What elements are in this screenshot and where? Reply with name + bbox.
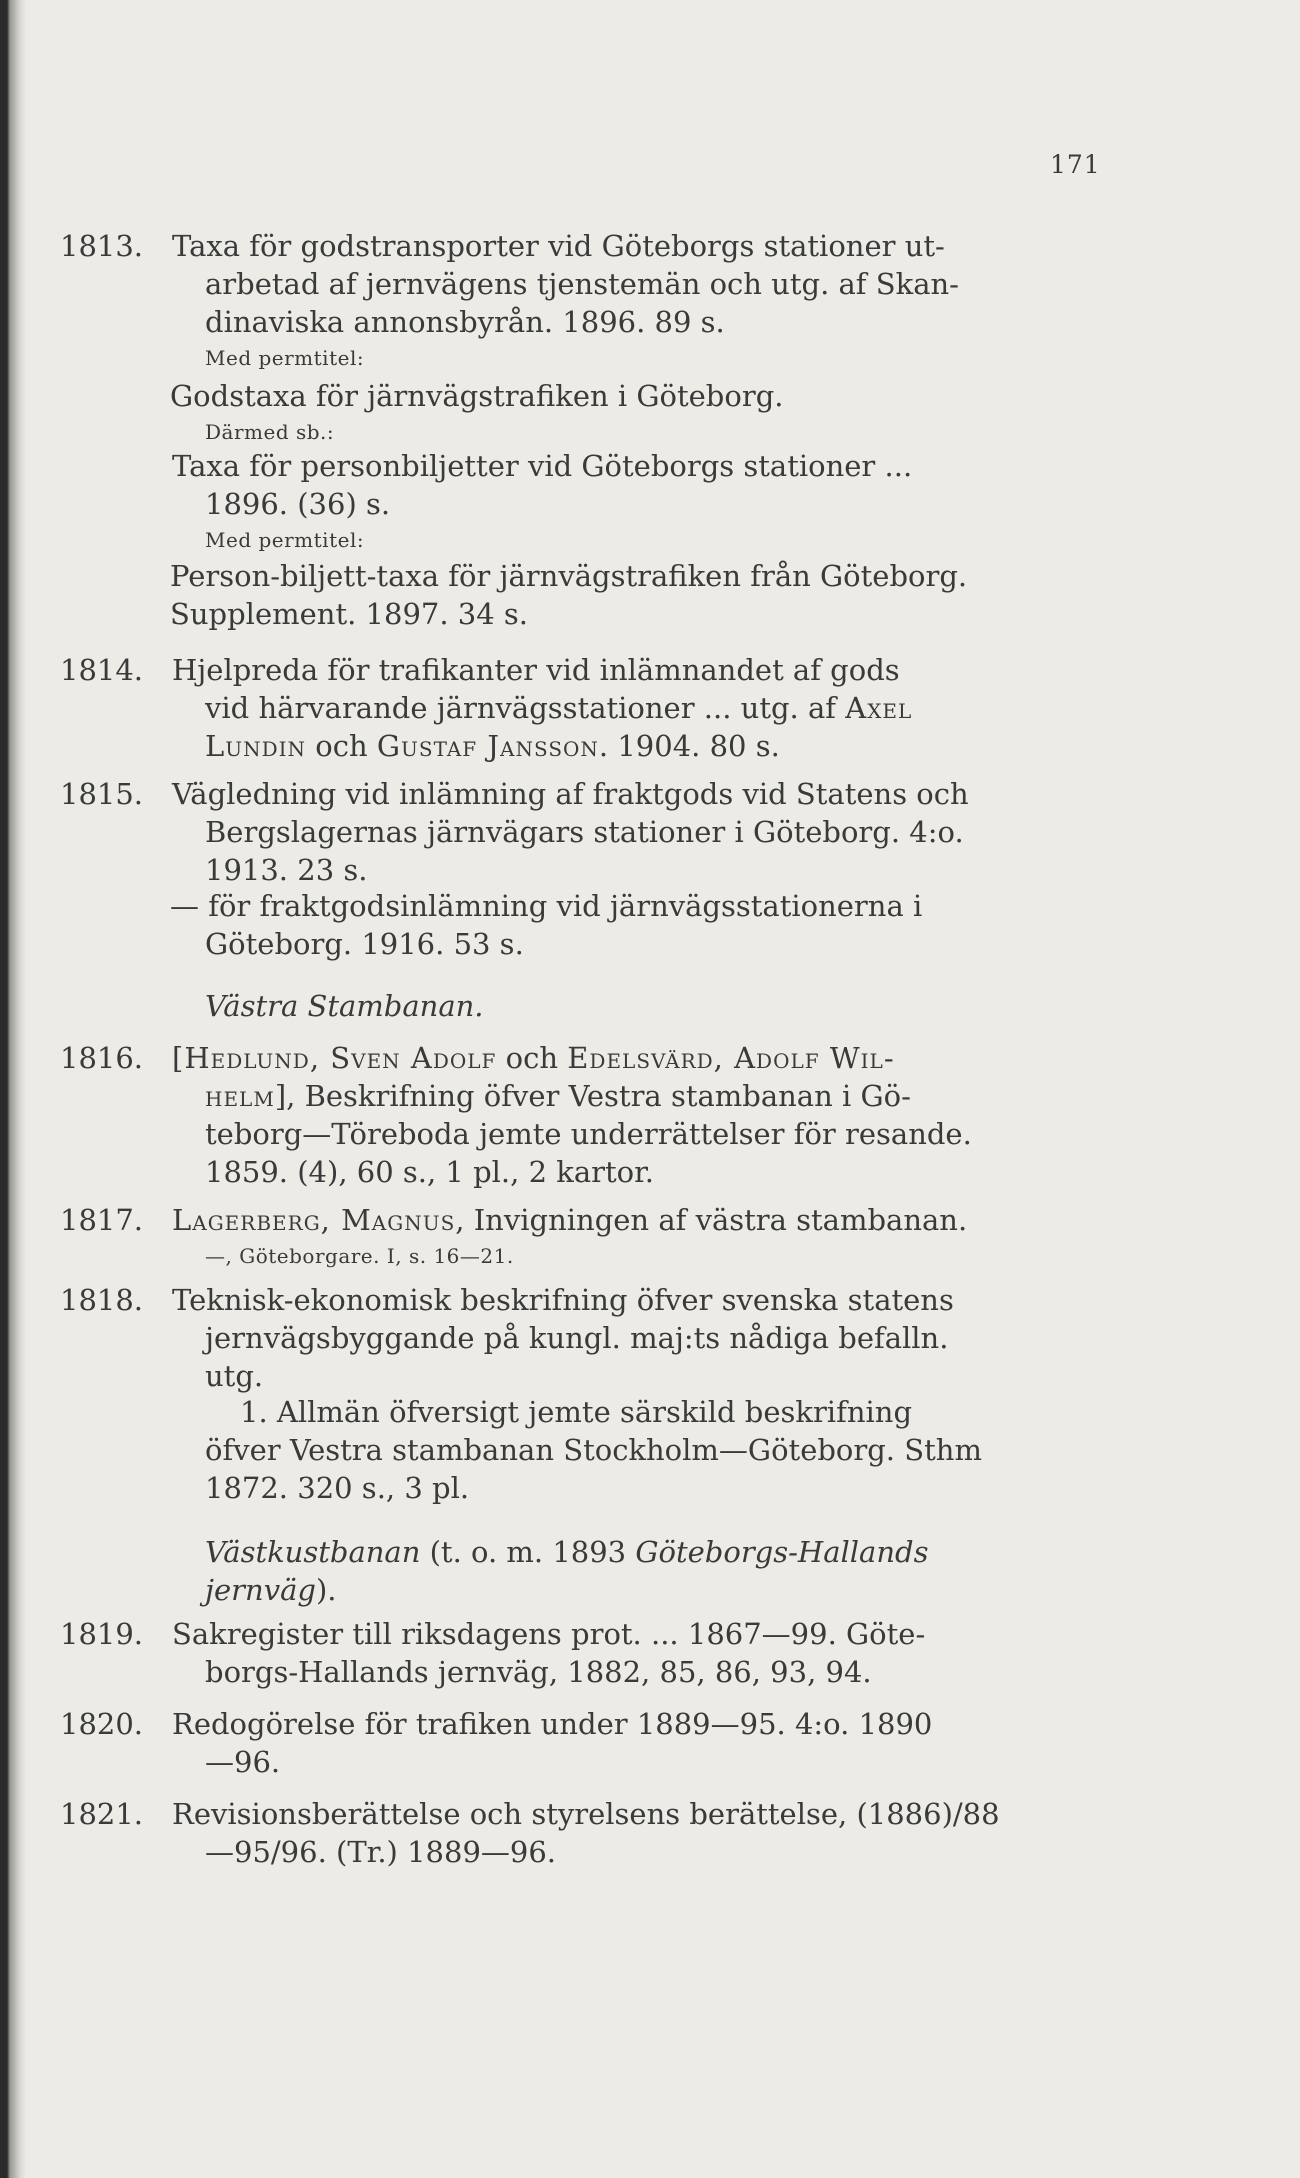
entry-number: 1814. [60, 653, 144, 687]
entry-line [205, 1078, 911, 1114]
entry-number: 1816. [60, 1041, 144, 1075]
heading-text: (t. o. m. 1893 [420, 1535, 636, 1569]
entry-note: Med permtitel: [205, 528, 365, 552]
entry-number: 1819. [60, 1617, 144, 1651]
entry-line: Person-biljett-taxa för järnvägstrafiken från Göteborg. [170, 559, 968, 593]
entry-line: 1859. (4), 60 s., 1 pl., 2 kartor. [205, 1155, 654, 1189]
entry-line: öfver Vestra stambanan Stockholm—Göteborg. Sthm [205, 1433, 982, 1467]
entry-line: —95/96. (Tr.) 1889—96. [205, 1835, 557, 1869]
entry-line [172, 1040, 895, 1076]
entry-line: Revisionsberättelse och styrelsens berättelse, (1886)/88 [172, 1797, 1000, 1831]
entry-number: 1818. [60, 1283, 144, 1317]
heading-text: ). [315, 1573, 337, 1607]
entry-line: Bergslagernas järnvägars stationer i Göteborg. 4:o. [205, 815, 964, 849]
entry-line: 1896. (36) s. [205, 487, 391, 521]
entry-line [172, 1202, 967, 1238]
entry-line: 1. Allmän öfversigt jemte särskild beskrifning [240, 1395, 913, 1429]
entry-line: arbetad af jernvägens tjenstemän och utg. af Skan- [205, 267, 959, 301]
author-name: Edelsvärd, Adolf Wil- [567, 1041, 895, 1075]
entry-line: Hjelpreda för trafikanter vid inlämnandet af gods [172, 653, 900, 687]
entry-line: dinaviska annonsbyrån. 1896. 89 s. [205, 305, 725, 339]
heading-text: Göteborgs-Hallands [635, 1535, 929, 1569]
entry-line: —96. [205, 1745, 281, 1779]
author-name: helm [205, 1079, 275, 1113]
entry-line: Göteborg. 1916. 53 s. [205, 927, 524, 961]
entry-note: Med permtitel: [205, 346, 365, 370]
entry-line: Vägledning vid inlämning af fraktgods vid Statens och [172, 777, 969, 811]
entry-line [205, 728, 780, 764]
entry-text: och [496, 1041, 568, 1075]
author-name: Axel [845, 691, 913, 725]
entry-number: 1815. [60, 777, 144, 811]
entry-line: Taxa för personbiljetter vid Göteborgs stationer ... [172, 449, 913, 483]
entry-line: 1872. 320 s., 3 pl. [205, 1471, 470, 1505]
entry-text: ], Beskrifning öfver Vestra stambanan i Gö- [274, 1079, 911, 1113]
author-name: Lagerberg, Magnus [172, 1203, 456, 1237]
entry-text: , Invigningen af västra stambanan. [455, 1203, 968, 1237]
book-spine-shadow [0, 0, 26, 2178]
entry-text: . 1904. 80 s. [598, 729, 780, 763]
entry-text: och [306, 729, 377, 763]
page-number: 171 [1050, 150, 1101, 179]
section-heading: Västra Stambanan. [205, 989, 484, 1023]
entry-note: —, Göteborgare. I, s. 16—21. [205, 1244, 514, 1268]
author-name: Gustaf Jansson [376, 729, 599, 763]
entry-line: teborg—Töreboda jemte underrättelser för resande. [205, 1117, 972, 1151]
heading-text: Västkustbanan [205, 1535, 421, 1569]
author-name: [Hedlund, Sven Adolf [172, 1041, 497, 1075]
entry-line: Sakregister till riksdagens prot. ... 1867—99. Göte- [172, 1617, 926, 1651]
entry-number: 1821. [60, 1797, 144, 1831]
entry-line: 1913. 23 s. [205, 853, 368, 887]
entry-line [205, 690, 912, 726]
entry-number: 1813. [60, 229, 144, 263]
entry-text: vid härvarande järnvägsstationer ... utg. af [205, 691, 837, 725]
entry-line: utg. [205, 1359, 264, 1393]
entry-number: 1817. [60, 1203, 144, 1237]
entry-line: Teknisk-ekonomisk beskrifning öfver svenska statens [172, 1283, 954, 1317]
entry-line: Godstaxa för järnvägstrafiken i Göteborg. [170, 379, 784, 413]
author-name: Lundin [205, 729, 307, 763]
heading-text: jernväg [205, 1573, 316, 1607]
entry-note: Därmed sb.: [205, 420, 335, 444]
entry-line: jernvägsbyggande på kungl. maj:ts nådiga befalln. [205, 1321, 949, 1355]
section-heading [205, 1572, 336, 1608]
entry-line: borgs-Hallands jernväg, 1882, 85, 86, 93, 94. [205, 1655, 872, 1689]
entry-number: 1820. [60, 1707, 144, 1741]
entry-line: — för fraktgodsinlämning vid järnvägsstationerna i [170, 889, 923, 923]
entry-line: Taxa för godstransporter vid Göteborgs stationer ut- [172, 229, 945, 263]
entry-line: Supplement. 1897. 34 s. [170, 597, 528, 631]
entry-line: Redogörelse för trafiken under 1889—95. 4:o. 1890 [172, 1707, 933, 1741]
section-heading [205, 1534, 928, 1570]
